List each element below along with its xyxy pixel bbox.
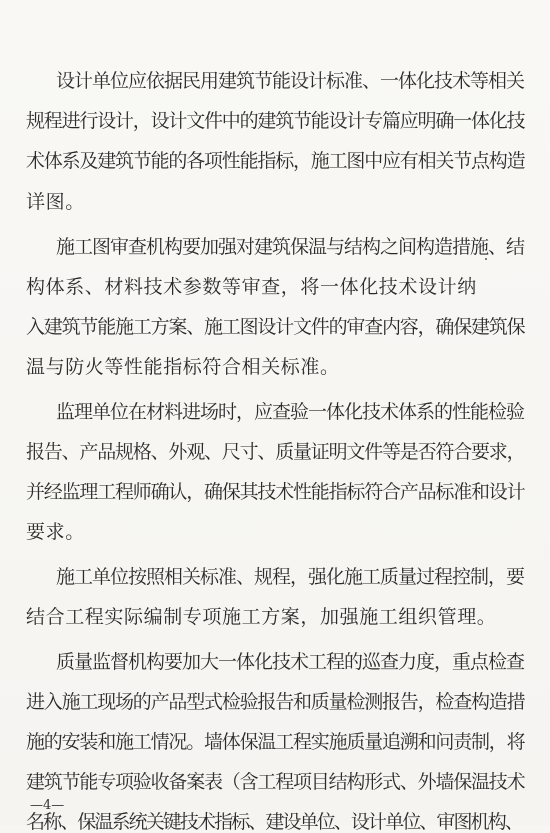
paragraph-1-line-2: 规程进行设计，设计文件中的建筑节能设计专篇应明确一体化技 [26,110,525,132]
paragraph-2-line-3: 入建筑节能施工方案、施工图设计文件的审查内容，确保建筑保 [26,316,525,338]
paragraph-2-line-4: 温与防火等性能指标符合相关标准。 [26,356,340,378]
paragraph-4-line-1: 施工单位按照相关标准、规程，强化施工质量过程控制，要 [56,566,525,588]
paragraph-5-line-5: 名称、保温系统关键技术指标、建设单位、设计单位、审图机构、 [26,811,522,833]
paragraph-3-line-4: 要求。 [26,521,85,543]
paragraph-3-line-2: 报告、产品规格、外观、尺寸、质量证明文件等是否符合要求， [26,441,525,463]
paragraph-5-line-1: 质量监督机构要加大一体化技术工程的巡查力度，重点检查 [56,651,525,673]
paragraph-2-line-2: 构体系、材料技术参数等审查，将一体化技术设计纳 [26,276,477,298]
paragraph-1-line-1: 设计单位应依据民用建筑节能设计标准、一体化技术等相关 [56,70,525,92]
paragraph-3-line-3: 并经监理工程师确认，确保其技术性能指标符合产品标准和设计 [26,481,525,503]
paragraph-4-line-2: 结合工程实际编制专项施工方案，加强施工组织管理。 [26,606,497,628]
page-number: —4— [30,798,65,813]
paragraph-5-line-4: 建筑节能专项验收备案表（含工程项目结构形式、外墙保温技术 [26,771,525,793]
paragraph-5-line-2: 进入施工现场的产品型式检验报告和质量检测报告，检查构造措 [26,691,525,713]
paragraph-3-line-1: 监理单位在材料进场时，应查验一体化技术体系的性能检验 [56,401,525,423]
paragraph-1-line-3: 术体系及建筑节能的各项性能指标，施工图中应有相关节点构造 [26,150,525,172]
paragraph-2-line-1: 施工图审查机构要加强对建筑保温与结构之间构造措施、结 [56,236,525,258]
paragraph-1-line-4: 详图。 [26,191,85,213]
paragraph-5-line-3: 施的安装和施工情况。墙体保温工程实施质量追溯和问责制，将 [26,731,525,753]
scan-speck [485,258,487,260]
